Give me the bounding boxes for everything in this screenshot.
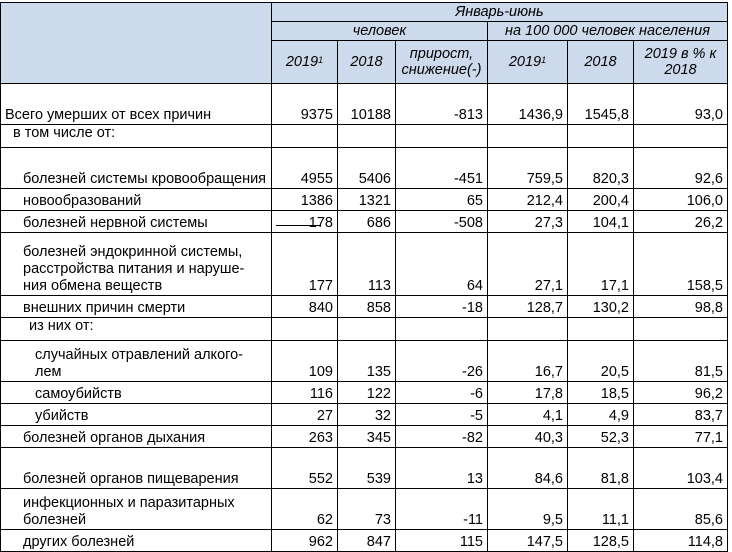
cell-2018: 73 xyxy=(338,489,396,530)
cell-change: 115 xyxy=(396,530,488,552)
cell-2019: 840 xyxy=(272,296,338,318)
cell-pct: 81,5 xyxy=(634,341,728,382)
table-row xyxy=(1,404,728,426)
header-group-per100k: на 100 000 человек населения xyxy=(488,22,728,41)
cell-empty xyxy=(568,125,634,148)
row-label: Всего умерших от всех причин xyxy=(1,84,272,125)
cell-change: -26 xyxy=(396,341,488,382)
cell-2019: 1386 xyxy=(272,189,338,211)
table-row xyxy=(1,382,728,404)
cell-2019: 116 xyxy=(272,382,338,404)
cell-rate-2019: 128,7 xyxy=(488,296,568,318)
cell-empty xyxy=(338,125,396,148)
cell-2018: 113 xyxy=(338,233,396,296)
table-row xyxy=(1,125,728,148)
cell-rate-2019: 17,8 xyxy=(488,382,568,404)
cell-2018: 686 xyxy=(338,211,396,233)
cell-empty xyxy=(634,125,728,148)
row-label: в том числе от: xyxy=(1,125,272,148)
cell-rate-2019: 212,4 xyxy=(488,189,568,211)
cell-2018: 135 xyxy=(338,341,396,382)
cell-2018: 858 xyxy=(338,296,396,318)
row-label: болезней нервной системы xyxy=(1,211,272,233)
row-label: внешних причин смерти xyxy=(1,296,272,318)
table-row xyxy=(1,448,728,489)
header-group-people: человек xyxy=(272,22,488,41)
table-row xyxy=(1,489,728,530)
row-label: болезней органов пищеварения xyxy=(1,448,272,489)
cell-empty xyxy=(488,318,568,341)
row-label: случайных отравлений алкого-лем xyxy=(1,341,272,382)
cell-2019: 263 xyxy=(272,426,338,448)
row-label: из них от: xyxy=(1,318,272,341)
table-row xyxy=(1,530,728,552)
cell-empty xyxy=(634,318,728,341)
cell-2018: 5406 xyxy=(338,148,396,189)
cell-2019: 62 xyxy=(272,489,338,530)
cell-rate-2018: 81,8 xyxy=(568,448,634,489)
cell-2018: 122 xyxy=(338,382,396,404)
cell-rate-2018: 820,3 xyxy=(568,148,634,189)
cell-rate-2018: 130,2 xyxy=(568,296,634,318)
table-row xyxy=(1,84,728,125)
cell-pct: 103,4 xyxy=(634,448,728,489)
cell-pct: 83,7 xyxy=(634,404,728,426)
table-row xyxy=(1,296,728,318)
cell-change: 13 xyxy=(396,448,488,489)
cell-rate-2019: 84,6 xyxy=(488,448,568,489)
row-label: других болезней xyxy=(1,530,272,552)
row-label: болезней системы кровообращения xyxy=(1,148,272,189)
cell-2018: 345 xyxy=(338,426,396,448)
cell-pct: 92,6 xyxy=(634,148,728,189)
cell-change: -5 xyxy=(396,404,488,426)
cell-rate-2018: 18,5 xyxy=(568,382,634,404)
cell-rate-2018: 104,1 xyxy=(568,211,634,233)
cell-empty xyxy=(396,125,488,148)
header-blank-cell xyxy=(1,3,272,84)
cell-rate-2019: 27,3 xyxy=(488,211,568,233)
header-col-change: прирост, снижение(-) xyxy=(396,41,488,84)
cell-rate-2018: 4,9 xyxy=(568,404,634,426)
callout-line xyxy=(276,225,320,226)
cell-pct: 85,6 xyxy=(634,489,728,530)
cell-pct: 26,2 xyxy=(634,211,728,233)
cell-2019: 9375 xyxy=(272,84,338,125)
row-label: самоубийств xyxy=(1,382,272,404)
cell-2019: 178 xyxy=(272,211,338,233)
table-row xyxy=(1,148,728,189)
cell-change: -6 xyxy=(396,382,488,404)
cell-2019: 27 xyxy=(272,404,338,426)
cell-empty xyxy=(488,125,568,148)
header-period: Январь-июнь xyxy=(272,3,728,22)
table-row xyxy=(1,318,728,341)
table-header xyxy=(1,3,728,84)
cell-rate-2019: 759,5 xyxy=(488,148,568,189)
row-label: убийств xyxy=(1,404,272,426)
cell-change: -11 xyxy=(396,489,488,530)
cell-2019: 962 xyxy=(272,530,338,552)
header-col-2019-rate: 2019$^1$ xyxy=(488,41,568,84)
cell-rate-2018: 11,1 xyxy=(568,489,634,530)
cell-rate-2018: 128,5 xyxy=(568,530,634,552)
mortality-table xyxy=(0,2,728,552)
cell-pct: 98,8 xyxy=(634,296,728,318)
cell-2018: 32 xyxy=(338,404,396,426)
table-row xyxy=(1,233,728,296)
cell-pct: 93,0 xyxy=(634,84,728,125)
header-col-2018: 2018 xyxy=(338,41,396,84)
cell-change: -82 xyxy=(396,426,488,448)
cell-2018: 10188 xyxy=(338,84,396,125)
cell-empty xyxy=(568,318,634,341)
cell-change: -18 xyxy=(396,296,488,318)
table-row xyxy=(1,211,728,233)
cell-2018: 1321 xyxy=(338,189,396,211)
cell-rate-2019: 27,1 xyxy=(488,233,568,296)
cell-rate-2018: 20,5 xyxy=(568,341,634,382)
table-row xyxy=(1,426,728,448)
cell-2019: 552 xyxy=(272,448,338,489)
table-body xyxy=(1,84,728,552)
cell-rate-2019: 9,5 xyxy=(488,489,568,530)
cell-2018: 847 xyxy=(338,530,396,552)
cell-rate-2019: 1436,9 xyxy=(488,84,568,125)
row-label: инфекционных и паразитарных болезней xyxy=(1,489,272,530)
row-label: болезней эндокринной системы, расстройства питания и наруше-ния обмена веществ xyxy=(1,233,272,296)
cell-2018: 539 xyxy=(338,448,396,489)
row-label: новообразований xyxy=(1,189,272,211)
cell-rate-2018: 200,4 xyxy=(568,189,634,211)
table-row xyxy=(1,341,728,382)
table-row xyxy=(1,189,728,211)
cell-2019: 4955 xyxy=(272,148,338,189)
cell-change: 64 xyxy=(396,233,488,296)
cell-change: -813 xyxy=(396,84,488,125)
header-col-2019: 2019$^1$ xyxy=(272,41,338,84)
cell-change: 65 xyxy=(396,189,488,211)
cell-rate-2019: 147,5 xyxy=(488,530,568,552)
cell-2019: 109 xyxy=(272,341,338,382)
cell-empty xyxy=(338,318,396,341)
row-label: болезней органов дыхания xyxy=(1,426,272,448)
cell-empty xyxy=(272,318,338,341)
cell-change: -451 xyxy=(396,148,488,189)
cell-rate-2018: 1545,8 xyxy=(568,84,634,125)
cell-pct: 77,1 xyxy=(634,426,728,448)
cell-rate-2019: 40,3 xyxy=(488,426,568,448)
cell-empty xyxy=(272,125,338,148)
cell-change: -508 xyxy=(396,211,488,233)
cell-pct: 106,0 xyxy=(634,189,728,211)
cell-pct: 114,8 xyxy=(634,530,728,552)
header-col-2018-rate: 2018 xyxy=(568,41,634,84)
cell-rate-2018: 17,1 xyxy=(568,233,634,296)
cell-rate-2019: 16,7 xyxy=(488,341,568,382)
cell-pct: 96,2 xyxy=(634,382,728,404)
cell-rate-2019: 4,1 xyxy=(488,404,568,426)
cell-rate-2018: 52,3 xyxy=(568,426,634,448)
header-col-pct: 2019 в % к 2018 xyxy=(634,41,728,84)
cell-pct: 158,5 xyxy=(634,233,728,296)
cell-empty xyxy=(396,318,488,341)
cell-2019: 177 xyxy=(272,233,338,296)
